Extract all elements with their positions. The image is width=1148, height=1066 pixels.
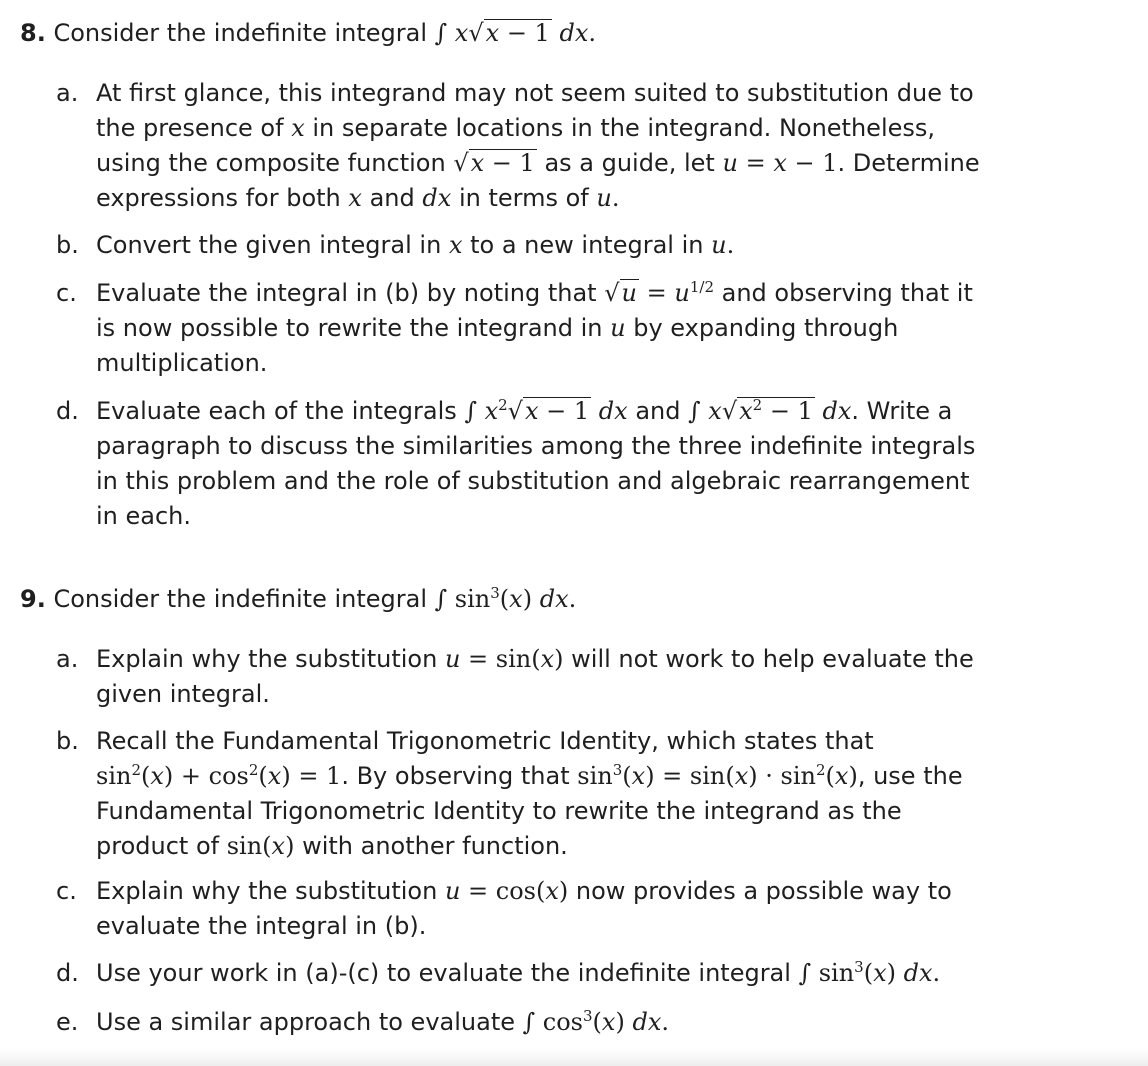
math-expression: x [348,184,362,212]
math-expression: $\sin^3(x) = \sin(x) \cdot \sin^2(x)$ [577,761,858,790]
math-expression: u = sin(x) [444,645,564,673]
text-fragment: in terms of [458,184,589,212]
text-fragment: Evaluate the integral in (b) by noting that [96,279,597,307]
problem-number: 9. [20,585,46,613]
text-fragment: is now possible to rewrite the integrand in [96,314,603,342]
problem-intro: Consider the indefinite integral [53,585,428,613]
text-line [96,311,976,346]
part-letter: a. [56,79,79,107]
problem-9-heading [20,584,576,614]
text-fragment: Use a similar approach to evaluate [96,1008,515,1036]
math-expression: dx [422,184,452,212]
text-line [96,111,976,146]
text-fragment: . By observing that [341,762,570,790]
text-line [96,874,976,909]
math-expression: $\sin^2(x) + \cos^2(x) = 1$ [96,761,342,790]
text-line: multiplication. [96,349,268,377]
text-fragment: and [369,184,415,212]
problem-number: 8. [20,19,46,47]
part-text [96,874,976,944]
text-fragment: by expanding through [633,314,899,342]
text-fragment: using the composite function [96,149,446,177]
text-fragment: Explain why the substitution [96,877,438,905]
part-text [96,228,976,263]
math-expression: √x − 1 [453,149,535,177]
text-line [96,181,976,216]
part-letter: d. [56,397,79,425]
text-fragment: Convert the given integral in [96,231,442,259]
text-line: given integral. [96,680,270,708]
part-text [96,76,980,216]
math-expression: ∫ $\sin^3(x)$ dx. [434,584,577,613]
text-fragment: to a new integral in [470,231,704,259]
text-fragment: product of [96,832,220,860]
part-letter: b. [56,231,79,259]
math-expression: u = x − 1 [722,149,838,177]
text-line: in each. [96,502,192,530]
math-expression: $√u = u^{1/2}$ [604,278,714,307]
text-fragment: now provides a possible way to [575,877,952,905]
text-fragment: Explain why the substitution [96,645,438,673]
math-expression: ∫ x√x − 1 dx. [434,19,597,47]
text-fragment: in separate locations in the integrand. Nonetheless, [312,114,936,142]
math-expression: u. [711,231,735,259]
text-line [96,1005,976,1040]
part-letter: c. [56,279,77,307]
part-text [96,394,976,534]
text-line [96,642,976,677]
text-line [96,394,976,429]
text-fragment: and observing that it [721,279,973,307]
part-text [96,276,976,381]
math-expression: u = cos(x) [444,877,569,905]
text-fragment: and [635,397,681,425]
part-text [96,956,976,991]
math-expression: ∫ $\sin^3(x)$ dx. [798,958,941,987]
math-expression: ∫ $x^2√x - 1$ dx [464,396,628,425]
math-expression: sin(x) [226,832,295,860]
text-fragment: . Write a [851,397,953,425]
text-line [96,146,980,181]
text-fragment: Evaluate each of the integrals [96,397,457,425]
text-fragment: expressions for both [96,184,341,212]
math-expression: ∫ $x√x^2 - 1$ dx [688,396,852,425]
text-line: Recall the Fundamental Trigonometric Identity, which states that [96,727,874,755]
part-letter: e. [56,1008,79,1036]
text-line: At first glance, this integrand may not seem suited to substitution due to [96,79,974,107]
text-line [96,829,976,864]
part-text [96,1005,976,1040]
text-line: paragraph to discuss the similarities among the three indefinite integrals [96,432,976,460]
text-fragment: . Determine [837,149,980,177]
part-letter: b. [56,727,79,755]
math-expression: x [448,231,463,259]
math-expression: ∫ $\cos^3(x)$ dx. [522,1007,669,1036]
text-fragment: Use your work in (a)-(c) to evaluate the indefinite integral [96,959,791,987]
text-fragment: , use the [857,762,963,790]
text-fragment: the presence of [96,114,284,142]
text-line: evaluate the integral in (b). [96,912,427,940]
part-letter: d. [56,959,79,987]
math-expression: u. [596,184,620,212]
problem-intro: Consider the indefinite integral [53,19,428,47]
text-line: in this problem and the role of substitution and algebraic rearrangement [96,467,970,495]
math-expression: u [610,314,626,342]
text-line [96,759,976,794]
text-line [96,228,976,263]
part-text [96,724,976,864]
text-line [96,956,976,991]
problem-8-heading [20,18,596,48]
page-bottom-edge [0,1048,1148,1066]
part-letter: c. [56,877,77,905]
text-line [96,276,976,311]
part-text [96,642,976,712]
text-fragment: as a guide, let [544,149,715,177]
part-letter: a. [56,645,79,673]
text-fragment: with another function. [302,832,568,860]
math-expression: x [291,114,305,142]
text-fragment: will not work to help evaluate the [571,645,974,673]
text-line: Fundamental Trigonometric Identity to rewrite the integrand as the [96,797,902,825]
